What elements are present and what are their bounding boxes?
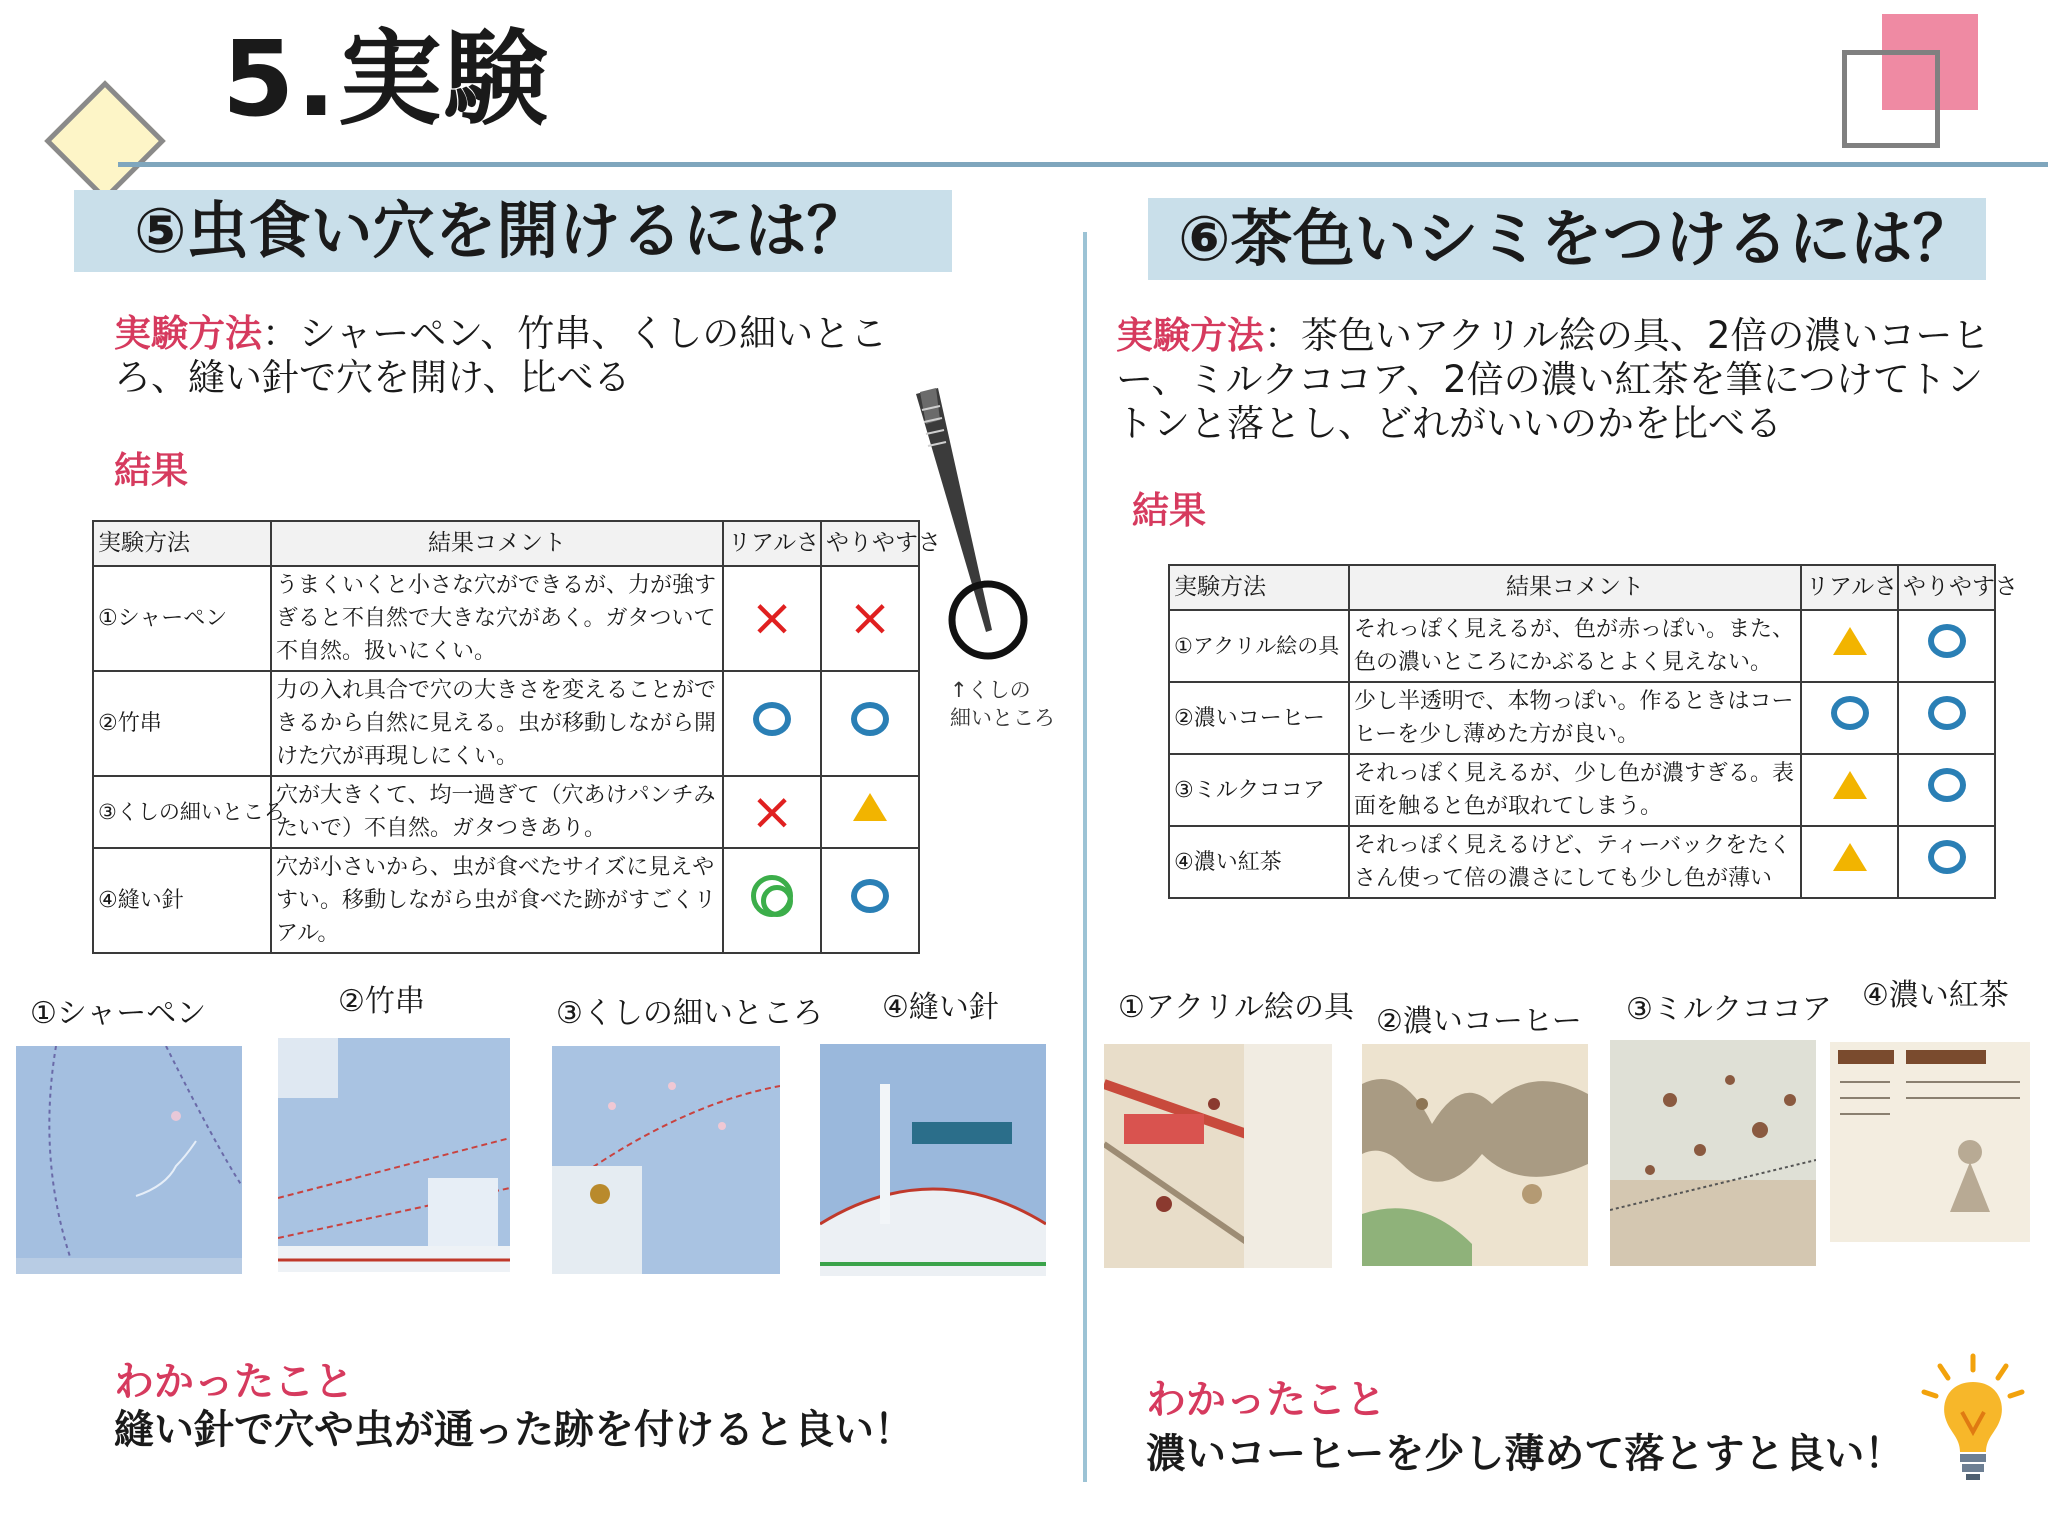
realism-mark [723, 776, 821, 848]
table-row [93, 671, 919, 776]
method-name: ①アクリル絵の具 [1169, 610, 1349, 682]
double-circle-mark-icon [751, 875, 793, 917]
method-name: ②竹串 [93, 671, 271, 776]
ease-mark [1898, 682, 1995, 754]
title-rule [118, 162, 2048, 167]
photo-caption: ③ミルクココア [1626, 992, 1832, 1027]
square-deco-frame [1842, 50, 1940, 148]
photo-bamboo-skewer [278, 1038, 510, 1272]
table-row [1169, 826, 1995, 898]
circle-mark-icon [753, 702, 791, 736]
photo-comb-tip [552, 1046, 780, 1274]
circle-mark-icon [851, 702, 889, 736]
realism-mark [1801, 610, 1898, 682]
result-comment: うまくいくと小さな穴ができるが、力が強すぎると不自然で大きな穴があく。ガタついて不自然。扱いにくい。 [271, 566, 723, 671]
triangle-mark-icon [1833, 771, 1867, 799]
photo-caption: ②竹串 [338, 984, 425, 1019]
result-comment: 少し半透明で、本物っぽい。作るときはコーヒーを少し薄めた方が良い。 [1349, 682, 1801, 754]
comb-illustration [900, 380, 1040, 680]
column-divider [1083, 232, 1087, 1482]
cross-mark-icon: × [750, 588, 794, 648]
method-name: ②濃いコーヒー [1169, 682, 1349, 754]
table-header: やりやすさ [1898, 565, 1995, 610]
result-comment: それっぽく見えるが、色が赤っぽい。また、色の濃いところにかぶるとよく見えない。 [1349, 610, 1801, 682]
method-name: ④濃い紅茶 [1169, 826, 1349, 898]
left-method [114, 312, 944, 400]
cross-mark-icon: × [848, 588, 892, 648]
photo-sharpen [16, 1046, 242, 1274]
photo-strong-coffee [1362, 1044, 1588, 1266]
realism-mark [723, 848, 821, 953]
diamond-deco [44, 80, 166, 202]
right-learn-label: わかったこと [1146, 1377, 1386, 1423]
result-comment: それっぽく見えるけど、ティーバックをたくさん使って倍の濃さにしても少し色が薄い [1349, 826, 1801, 898]
circle-mark-icon [1831, 696, 1869, 730]
cross-mark-icon: × [750, 781, 794, 842]
left-result-label: 結果 [114, 449, 188, 492]
realism-mark [723, 566, 821, 671]
right-method [1116, 314, 2016, 446]
table-header: 実験方法 [1169, 565, 1349, 610]
ease-mark [821, 848, 919, 953]
method-name: ③ミルクココア [1169, 754, 1349, 826]
left-heading-bar [74, 190, 952, 272]
table-row [1169, 682, 1995, 754]
table-header: リアルさ [723, 521, 821, 566]
table-header: やりやすさ [821, 521, 919, 566]
result-comment: それっぽく見えるが、少し色が濃すぎる。表面を触ると色が取れてしまう。 [1349, 754, 1801, 826]
left-method-text: ：シャーペン、竹串、くしの細いところ、縫い針で穴を開け、比べる [114, 312, 888, 399]
ease-mark [1898, 826, 1995, 898]
table-row [1169, 610, 1995, 682]
photo-caption: ④縫い針 [882, 990, 999, 1025]
method-name: ④縫い針 [93, 848, 271, 953]
comb-caption: ↑くしの 細いところ [950, 678, 1055, 730]
ease-mark [821, 671, 919, 776]
circle-mark-icon [851, 879, 889, 913]
circle-mark-icon [1928, 840, 1966, 874]
table-row [93, 566, 919, 671]
table-header: 結果コメント [271, 521, 723, 566]
photo-caption: ①アクリル絵の具 [1118, 990, 1354, 1025]
table-row [93, 776, 919, 848]
realism-mark [1801, 826, 1898, 898]
left-method-label: 実験方法 [114, 312, 262, 355]
result-comment: 穴が大きくて、均一過ぎて（穴あけパンチみたいで）不自然。ガタつきあり。 [271, 776, 723, 848]
circle-mark-icon [1928, 768, 1966, 802]
table-header: 結果コメント [1349, 565, 1801, 610]
left-result-table [92, 520, 941, 954]
right-method-text: ：茶色いアクリル絵の具、2倍の濃いコーヒー、ミルクココア、2倍の濃い紅茶を筆につけてトントンと落とし、どれがいいのかを比べる [1116, 314, 1990, 445]
ease-mark [821, 776, 919, 848]
photo-caption: ③くしの細いところ [556, 996, 823, 1031]
right-result-table [1168, 564, 2018, 899]
circle-mark-icon [1928, 624, 1966, 658]
ease-mark [1898, 754, 1995, 826]
realism-mark [723, 671, 821, 776]
ease-mark [1898, 610, 1995, 682]
realism-mark [1801, 754, 1898, 826]
photo-caption: ②濃いコーヒー [1376, 1004, 1582, 1039]
right-method-label: 実験方法 [1116, 314, 1264, 357]
photo-caption: ①シャーペン [30, 996, 207, 1031]
result-comment: 穴が小さいから、虫が食べたサイズに見えやすい。移動しながら虫が食べた跡がすごくリアル。 [271, 848, 723, 953]
table-row [93, 848, 919, 953]
photo-acrylic-paint [1104, 1044, 1332, 1268]
table-header: リアルさ [1801, 565, 1898, 610]
left-learn-label: わかったこと [114, 1359, 354, 1405]
method-name: ①シャーペン [93, 566, 271, 671]
photo-strong-tea [1830, 1042, 2030, 1242]
realism-mark [1801, 682, 1898, 754]
right-heading: ⑥茶色いシミをつけるには？ [1178, 202, 1975, 275]
photo-sewing-needle [820, 1044, 1046, 1276]
right-learn-text: 濃いコーヒーを少し薄めて落とすと良い！ [1146, 1431, 1905, 1477]
photo-caption: ④濃い紅茶 [1862, 978, 2009, 1013]
table-row [1169, 754, 1995, 826]
triangle-mark-icon [1833, 627, 1867, 655]
result-comment: 力の入れ具合で穴の大きさを変えることができるから自然に見える。虫が移動しながら開けた穴が再現しにくい。 [271, 671, 723, 776]
circle-mark-icon [1928, 696, 1966, 730]
right-heading-bar [1148, 198, 1986, 280]
method-name: ③くしの細いところ [93, 776, 271, 848]
table-header: 実験方法 [93, 521, 271, 566]
left-heading: ⑤虫食い穴を開けるには？ [134, 194, 869, 267]
lightbulb-icon [1918, 1352, 2028, 1492]
photo-milk-cocoa [1610, 1040, 1816, 1266]
page-title: 5.実験 [222, 18, 550, 140]
left-learn-text: 縫い針で穴や虫が通った跡を付けると良い！ [114, 1407, 914, 1453]
triangle-mark-icon [853, 793, 887, 821]
triangle-mark-icon [1833, 843, 1867, 871]
right-result-label: 結果 [1132, 489, 1206, 532]
